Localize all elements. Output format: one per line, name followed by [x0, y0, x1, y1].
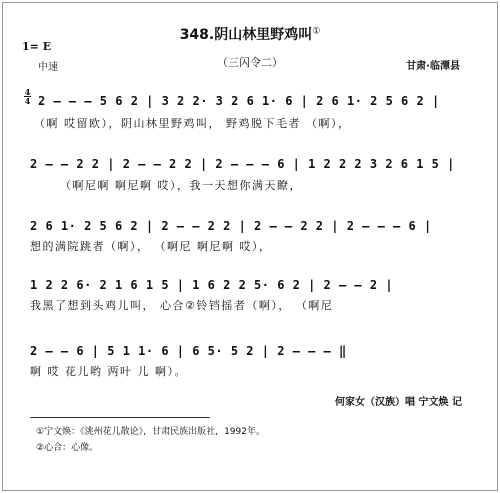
region-label: 甘肃·临潭县 — [406, 61, 460, 72]
system-1-notes: 2 – – – 5 6 2 | 3 2 2· 3 2 6 1· 6 | 2 6 1· 2 5 6 2 | — [38, 94, 440, 108]
system-5-lyrics: 啊 哎 花儿哟 两叶 儿 啊）。 — [30, 365, 187, 378]
song-title — [0, 24, 500, 44]
title-footnote-mark: ① — [312, 26, 321, 37]
title-text: 348.阴山林里野鸡叫 — [179, 27, 313, 43]
time-signature-top: 4 — [24, 87, 31, 97]
system-2-lyrics: （啊尼啊 啊尼啊 哎），我一天想你满天瞭， — [60, 179, 302, 192]
key-signature: 1= E — [22, 40, 52, 53]
system-4-notes: 1 2 2 6· 2 1 6 1 5 | 1 6 2 2 5· 6 2 | 2 – – 2 | — [30, 278, 394, 292]
footnote-1: ①宁文焕：《洮州花儿散论》，甘肃民族出版社，1992年。 — [36, 427, 265, 437]
system-3-notes: 2 6 1· 2 5 6 2 | 2 – – 2 2 | 2 – – 2 2 | 2 – – – 6 | — [30, 219, 432, 233]
singer-credit: 何家女（汉族）唱 宁文焕 记 — [335, 397, 462, 408]
system-5-notes: 2 – – 6 | 5 1 1· 6 | 6 5· 5 2 | 2 – – – ‖ — [30, 344, 347, 358]
footnote-2: ②心合：心像。 — [36, 443, 99, 453]
system-2-notes: 2 – – 2 2 | 2 – – 2 2 | 2 – – – 6 | 1 2 2 2 3 2 6 1 5 | — [30, 157, 455, 171]
tempo-marking: 中速 — [38, 62, 58, 73]
system-1-lyrics: （啊 哎留欧），阴山林里野鸡叫， 野鸡脱下毛者 （啊）， — [34, 117, 351, 130]
time-signature — [24, 88, 31, 105]
system-3-lyrics: 想的满院跳者（啊）， （啊尼 啊尼啊 哎）， — [30, 240, 272, 253]
system-4-lyrics: 我黑了想到头鸡儿叫， 心合②铃铛摇者（啊）， （啊尼 — [30, 299, 334, 312]
footnote-divider — [30, 417, 210, 418]
time-signature-bottom: 4 — [24, 96, 31, 106]
tune-type: （三闪令二） — [217, 56, 283, 69]
